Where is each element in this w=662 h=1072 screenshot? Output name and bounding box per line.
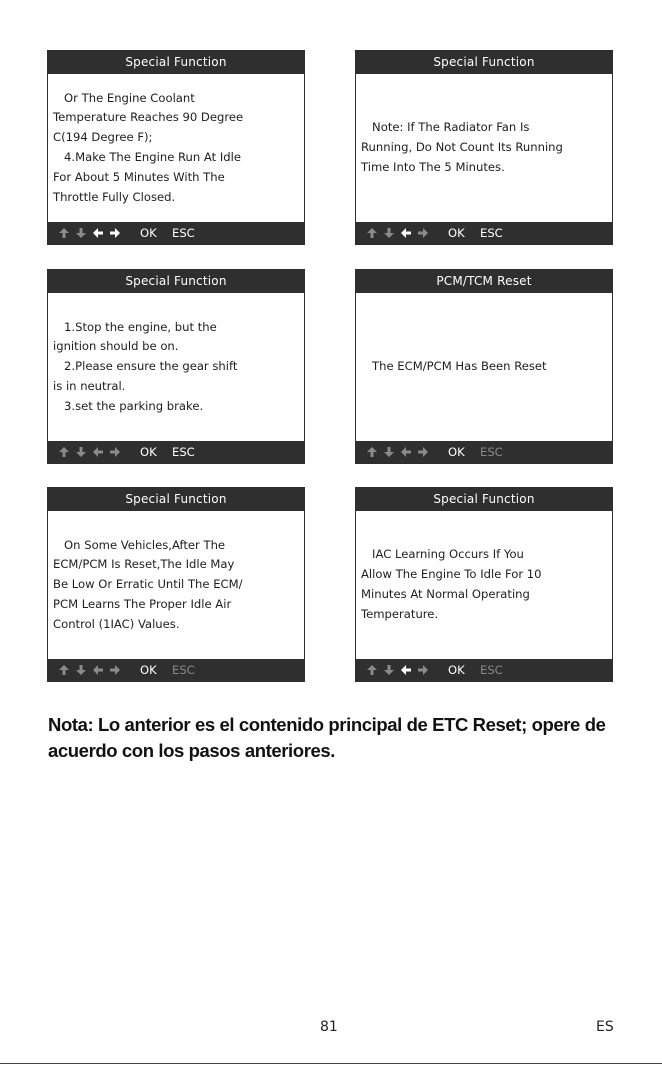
screen-title: Special Function — [356, 488, 612, 511]
screen-body — [53, 74, 300, 222]
screen-footer — [48, 659, 304, 681]
body-line: Or The Engine Coolant — [53, 90, 195, 105]
body-line: The ECM/PCM Has Been Reset — [361, 359, 547, 374]
body-line: Temperature. — [361, 606, 439, 621]
screen-6 — [355, 487, 613, 682]
body-line: IAC Learning Occurs If You — [361, 547, 524, 562]
screen-title: Special Function — [48, 488, 304, 511]
body-line: Minutes At Normal Operating — [361, 587, 530, 601]
ok-label: OK — [140, 226, 157, 240]
arrow-left-icon — [399, 444, 413, 460]
arrow-left-icon — [91, 225, 105, 241]
note-text: Nota: Lo anterior es el contenido principal de ETC Reset; opere de acuerdo con los pasos anteriores. — [48, 714, 606, 761]
body-line: 2.Please ensure the gear shift — [53, 359, 238, 374]
body-line: ECM/PCM Is Reset,The Idle May — [53, 557, 235, 572]
ok-label: OK — [448, 226, 465, 240]
screen-body — [53, 293, 300, 441]
body-line: 4.Make The Engine Run At Idle — [53, 150, 242, 164]
arrow-down-icon — [382, 444, 396, 460]
language-code: ES — [596, 1019, 614, 1035]
arrow-right-icon — [416, 225, 430, 241]
screen-1 — [47, 50, 305, 245]
screen-footer — [48, 441, 304, 463]
screen-4 — [355, 269, 613, 464]
body-line: Time Into The 5 Minutes. — [361, 159, 505, 174]
body-line: Temperature Reaches 90 Degree — [53, 110, 244, 125]
body-line: Throttle Fully Closed. — [53, 189, 176, 204]
bottom-rule — [0, 1063, 662, 1064]
body-line: Control (1IAC) Values. — [53, 616, 180, 631]
screen-footer — [356, 659, 612, 681]
esc-label: ESC — [480, 663, 503, 677]
esc-label: ESC — [172, 226, 195, 240]
arrow-down-icon — [382, 225, 396, 241]
arrow-up-icon — [365, 662, 379, 678]
ok-label: OK — [448, 445, 465, 459]
esc-label: ESC — [172, 663, 195, 677]
arrow-up-icon — [57, 225, 71, 241]
arrow-right-icon — [108, 662, 122, 678]
arrow-down-icon — [74, 444, 88, 460]
arrow-right-icon — [416, 444, 430, 460]
screen-title: Special Function — [48, 270, 304, 293]
arrow-left-icon — [91, 444, 105, 460]
screen-body — [53, 511, 300, 659]
arrow-up-icon — [365, 225, 379, 241]
screen-3 — [47, 269, 305, 464]
arrow-right-icon — [108, 444, 122, 460]
screen-footer — [356, 222, 612, 244]
arrow-right-icon — [416, 662, 430, 678]
esc-label: ESC — [172, 445, 195, 459]
body-line: For About 5 Minutes With The — [53, 169, 225, 184]
screen-title: Special Function — [356, 51, 612, 74]
arrow-up-icon — [57, 444, 71, 460]
screen-2 — [355, 50, 613, 245]
body-line: 3.set the parking brake. — [53, 398, 204, 413]
screen-5 — [47, 487, 305, 682]
esc-label: ESC — [480, 226, 503, 240]
body-line: is in neutral. — [53, 378, 126, 393]
body-line: Note: If The Radiator Fan Is — [361, 120, 530, 135]
screen-footer — [48, 222, 304, 244]
ok-label: OK — [448, 663, 465, 677]
screen-title: Special Function — [48, 51, 304, 74]
ok-label: OK — [140, 663, 157, 677]
body-line: Allow The Engine To Idle For 10 — [361, 567, 542, 582]
arrow-down-icon — [382, 662, 396, 678]
screen-body — [361, 74, 608, 222]
screen-body — [361, 293, 608, 441]
screen-title: PCM/TCM Reset — [356, 270, 612, 293]
body-line: Be Low Or Erratic Until The ECM/ — [53, 577, 243, 592]
arrow-left-icon — [91, 662, 105, 678]
esc-label: ESC — [480, 445, 503, 459]
body-line: Running, Do Not Count Its Running — [361, 140, 563, 155]
arrow-left-icon — [399, 662, 413, 678]
arrow-up-icon — [57, 662, 71, 678]
screen-body — [361, 511, 608, 659]
body-line: On Some Vehicles,After The — [53, 537, 226, 552]
arrow-down-icon — [74, 225, 88, 241]
body-line: C(194 Degree F); — [53, 130, 153, 145]
page-number: 81 — [320, 1019, 338, 1035]
body-line: PCM Learns The Proper Idle Air — [53, 596, 232, 611]
arrow-up-icon — [365, 444, 379, 460]
arrow-left-icon — [399, 225, 413, 241]
arrow-down-icon — [74, 662, 88, 678]
body-line: ignition should be on. — [53, 339, 179, 354]
arrow-right-icon — [108, 225, 122, 241]
ok-label: OK — [140, 445, 157, 459]
body-line: 1.Stop the engine, but the — [53, 319, 217, 334]
screen-footer — [356, 441, 612, 463]
